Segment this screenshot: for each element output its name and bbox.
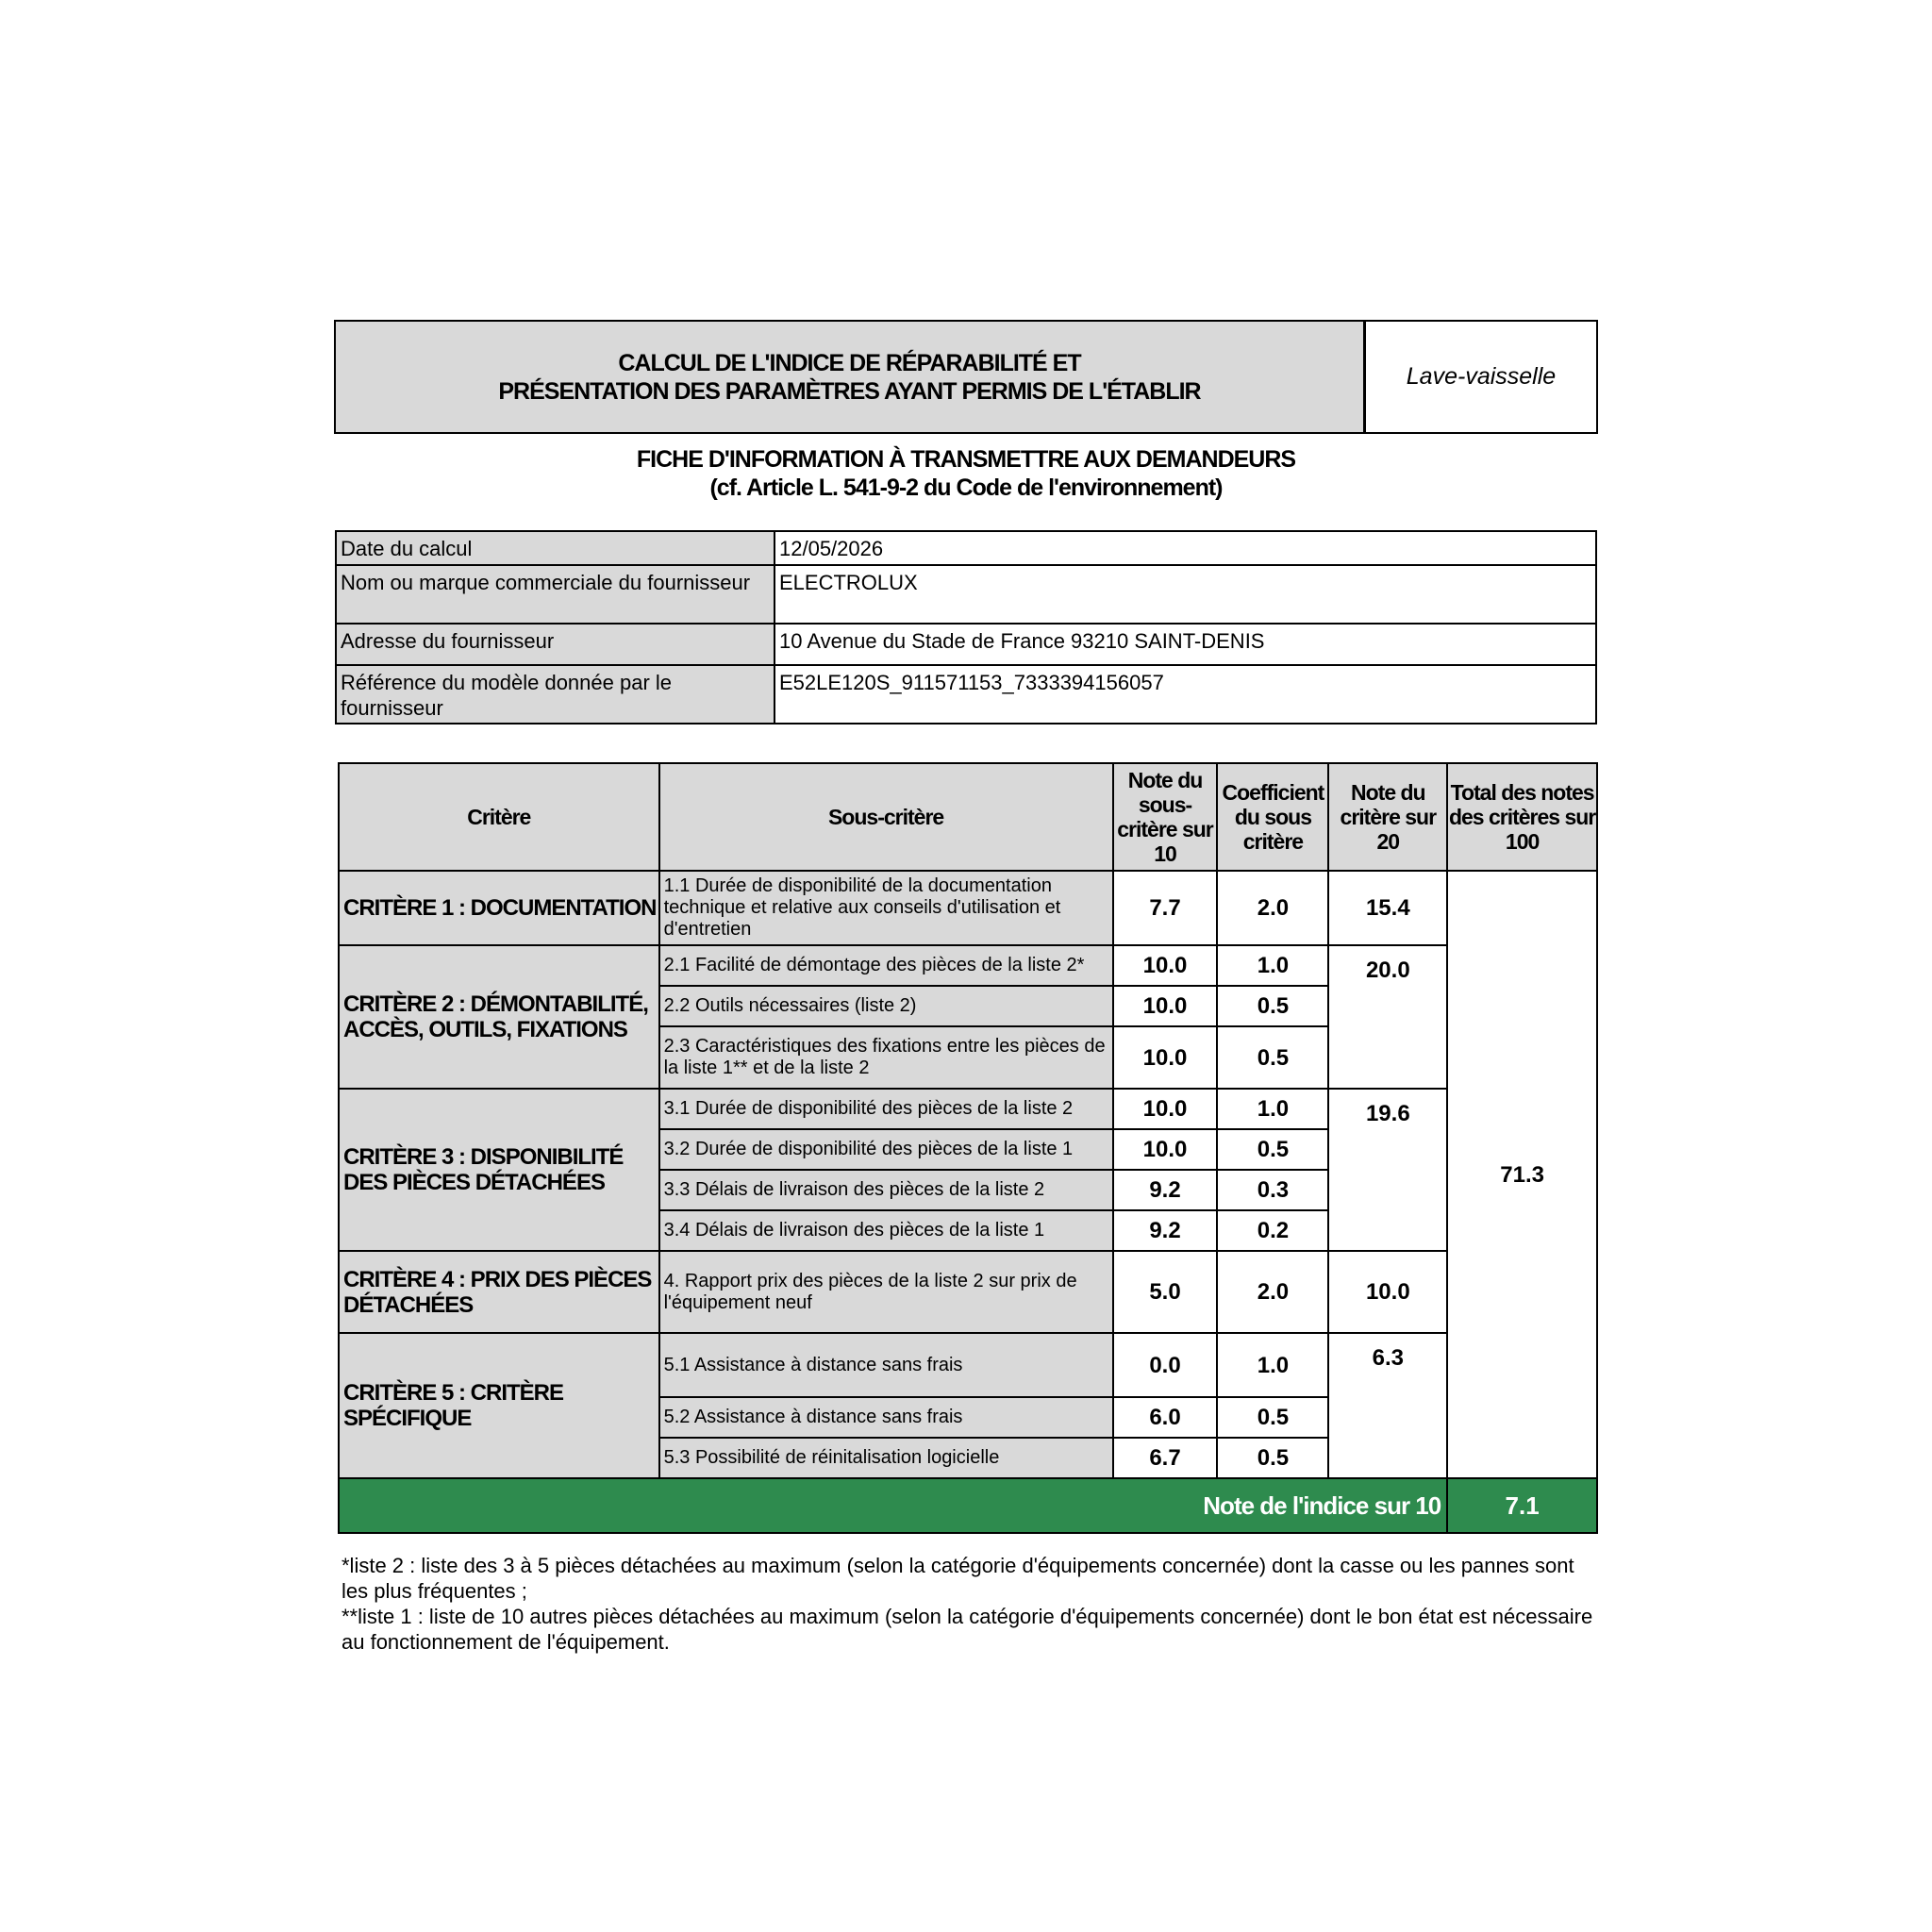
- subcriterion-label: 2.3 Caractéristiques des fixations entre les pièces de la liste 1** et de la liste 2: [659, 1026, 1113, 1089]
- table-row: [339, 871, 1597, 945]
- info-value: E52LE120S_911571153_7333394156057: [774, 665, 1596, 724]
- subcriterion-label: 3.3 Délais de livraison des pièces de la liste 2: [659, 1170, 1113, 1210]
- info-value: ELECTROLUX: [774, 565, 1596, 624]
- subcriterion-label: 5.1 Assistance à distance sans frais: [659, 1333, 1113, 1397]
- subcriterion-coefficient: 0.5: [1217, 986, 1328, 1026]
- total-score-100: 71.3: [1447, 871, 1597, 1478]
- table-row: [339, 945, 1597, 986]
- subcriterion-coefficient: 1.0: [1217, 1089, 1328, 1129]
- criterion-4-name: CRITÈRE 4 : PRIX DES PIÈCES DÉTACHÉES: [339, 1251, 659, 1333]
- footnotes: [341, 1553, 1596, 1655]
- header-subcriterion: Sous-critère: [659, 763, 1113, 871]
- subcriterion-coefficient: 0.2: [1217, 1210, 1328, 1251]
- subcriterion-label: 2.2 Outils nécessaires (liste 2): [659, 986, 1113, 1026]
- subcriterion-score: 10.0: [1113, 1026, 1218, 1089]
- subcriterion-score: 10.0: [1113, 1089, 1218, 1129]
- subcriterion-score: 0.0: [1113, 1333, 1218, 1397]
- repairability-score-table: [338, 762, 1598, 1534]
- footnote-liste-2: *liste 2 : liste des 3 à 5 pièces détachées au maximum (selon la catégorie d'équipements concernée) dont la casse ou les pannes sont les plus fréquentes ;: [341, 1554, 1574, 1603]
- subcriterion-score: 10.0: [1113, 1129, 1218, 1170]
- subcriterion-label: 3.4 Délais de livraison des pièces de la liste 1: [659, 1210, 1113, 1251]
- subcriterion-score: 5.0: [1113, 1251, 1218, 1333]
- footnote-liste-1: **liste 1 : liste de 10 autres pièces détachées au maximum (selon la catégorie d'équipements concernée) dont le bon état est nécessaire au fonctionnement de l'équipement.: [341, 1605, 1593, 1654]
- criterion-5-name: CRITÈRE 5 : CRITÈRE SPÉCIFIQUE: [339, 1333, 659, 1478]
- info-label: Adresse du fournisseur: [336, 624, 774, 665]
- subheading-line-2: (cf. Article L. 541-9-2 du Code de l'environnement): [709, 475, 1223, 501]
- subcriterion-coefficient: 0.5: [1217, 1026, 1328, 1089]
- info-label: Nom ou marque commerciale du fournisseur: [336, 565, 774, 624]
- criterion-2-name: CRITÈRE 2 : DÉMONTABILITÉ, ACCÈS, OUTILS, FIXATIONS: [339, 945, 659, 1089]
- criterion-3-score: 19.6: [1328, 1089, 1447, 1251]
- subcriterion-score: 6.0: [1113, 1397, 1218, 1438]
- subcriterion-label: 3.1 Durée de disponibilité des pièces de la liste 2: [659, 1089, 1113, 1129]
- subcriterion-coefficient: 2.0: [1217, 1251, 1328, 1333]
- subcriterion-score: 9.2: [1113, 1210, 1218, 1251]
- criterion-1-name: CRITÈRE 1 : DOCUMENTATION: [339, 871, 659, 945]
- subcriterion-coefficient: 0.5: [1217, 1397, 1328, 1438]
- final-score-row: [339, 1478, 1597, 1533]
- subcriterion-score: 7.7: [1113, 871, 1218, 945]
- table-row: [339, 1333, 1597, 1397]
- criterion-2-score: 20.0: [1328, 945, 1447, 1089]
- subcriterion-label: 4. Rapport prix des pièces de la liste 2 sur prix de l'équipement neuf: [659, 1251, 1113, 1333]
- subcriterion-score: 6.7: [1113, 1438, 1218, 1478]
- info-label: Référence du modèle donnée par le fournisseur: [336, 665, 774, 724]
- table-header-row: [339, 763, 1597, 871]
- header-criterion: Critère: [339, 763, 659, 871]
- subcriterion-label: 1.1 Durée de disponibilité de la documentation technique et relative aux conseils d'utilisation et d'entretien: [659, 871, 1113, 945]
- info-row: [336, 531, 1596, 565]
- subcriterion-label: 5.2 Assistance à distance sans frais: [659, 1397, 1113, 1438]
- criterion-4-score: 10.0: [1328, 1251, 1447, 1333]
- subheading: [334, 445, 1598, 502]
- info-value: 10 Avenue du Stade de France 93210 SAINT-DENIS: [774, 624, 1596, 665]
- header-sub-score: Note du sous-critère sur 10: [1113, 763, 1218, 871]
- header-criterion-score: Note du critère sur 20: [1328, 763, 1447, 871]
- header-box: [334, 320, 1598, 434]
- final-score-value: 7.1: [1447, 1478, 1597, 1533]
- subcriterion-score: 9.2: [1113, 1170, 1218, 1210]
- product-category: Lave-vaisselle: [1365, 321, 1598, 433]
- criterion-5-score: 6.3: [1328, 1333, 1447, 1478]
- info-row: [336, 624, 1596, 665]
- title-line-2: PRÉSENTATION DES PARAMÈTRES AYANT PERMIS DE L'ÉTABLIR: [498, 377, 1201, 405]
- header-total: Total des notes des critères sur 100: [1447, 763, 1597, 871]
- criterion-1-score: 15.4: [1328, 871, 1447, 945]
- subcriterion-score: 10.0: [1113, 945, 1218, 986]
- subcriterion-coefficient: 1.0: [1217, 1333, 1328, 1397]
- title-line-1: CALCUL DE L'INDICE DE RÉPARABILITÉ ET: [618, 349, 1081, 376]
- info-value: 12/05/2026: [774, 531, 1596, 565]
- subcriterion-label: 3.2 Durée de disponibilité des pièces de la liste 1: [659, 1129, 1113, 1170]
- table-row: [339, 1089, 1597, 1129]
- subcriterion-coefficient: 0.3: [1217, 1170, 1328, 1210]
- subcriterion-coefficient: 1.0: [1217, 945, 1328, 986]
- table-row: [339, 1251, 1597, 1333]
- criterion-3-name: CRITÈRE 3 : DISPONIBILITÉ DES PIÈCES DÉTACHÉES: [339, 1089, 659, 1251]
- subcriterion-score: 10.0: [1113, 986, 1218, 1026]
- subcriterion-coefficient: 0.5: [1217, 1129, 1328, 1170]
- final-score-label: Note de l'indice sur 10: [339, 1478, 1447, 1533]
- subcriterion-label: 5.3 Possibilité de réinitalisation logicielle: [659, 1438, 1113, 1478]
- subcriterion-coefficient: 0.5: [1217, 1438, 1328, 1478]
- subcriterion-label: 2.1 Facilité de démontage des pièces de la liste 2*: [659, 945, 1113, 986]
- subcriterion-coefficient: 2.0: [1217, 871, 1328, 945]
- info-label: Date du calcul: [336, 531, 774, 565]
- info-row: [336, 665, 1596, 724]
- info-row: [336, 565, 1596, 624]
- supplier-info-table: [335, 530, 1597, 724]
- header-coefficient: Coefficient du sous critère: [1217, 763, 1328, 871]
- subheading-line-1: FICHE D'INFORMATION À TRANSMETTRE AUX DEMANDEURS: [636, 446, 1296, 473]
- document-title: [335, 321, 1365, 433]
